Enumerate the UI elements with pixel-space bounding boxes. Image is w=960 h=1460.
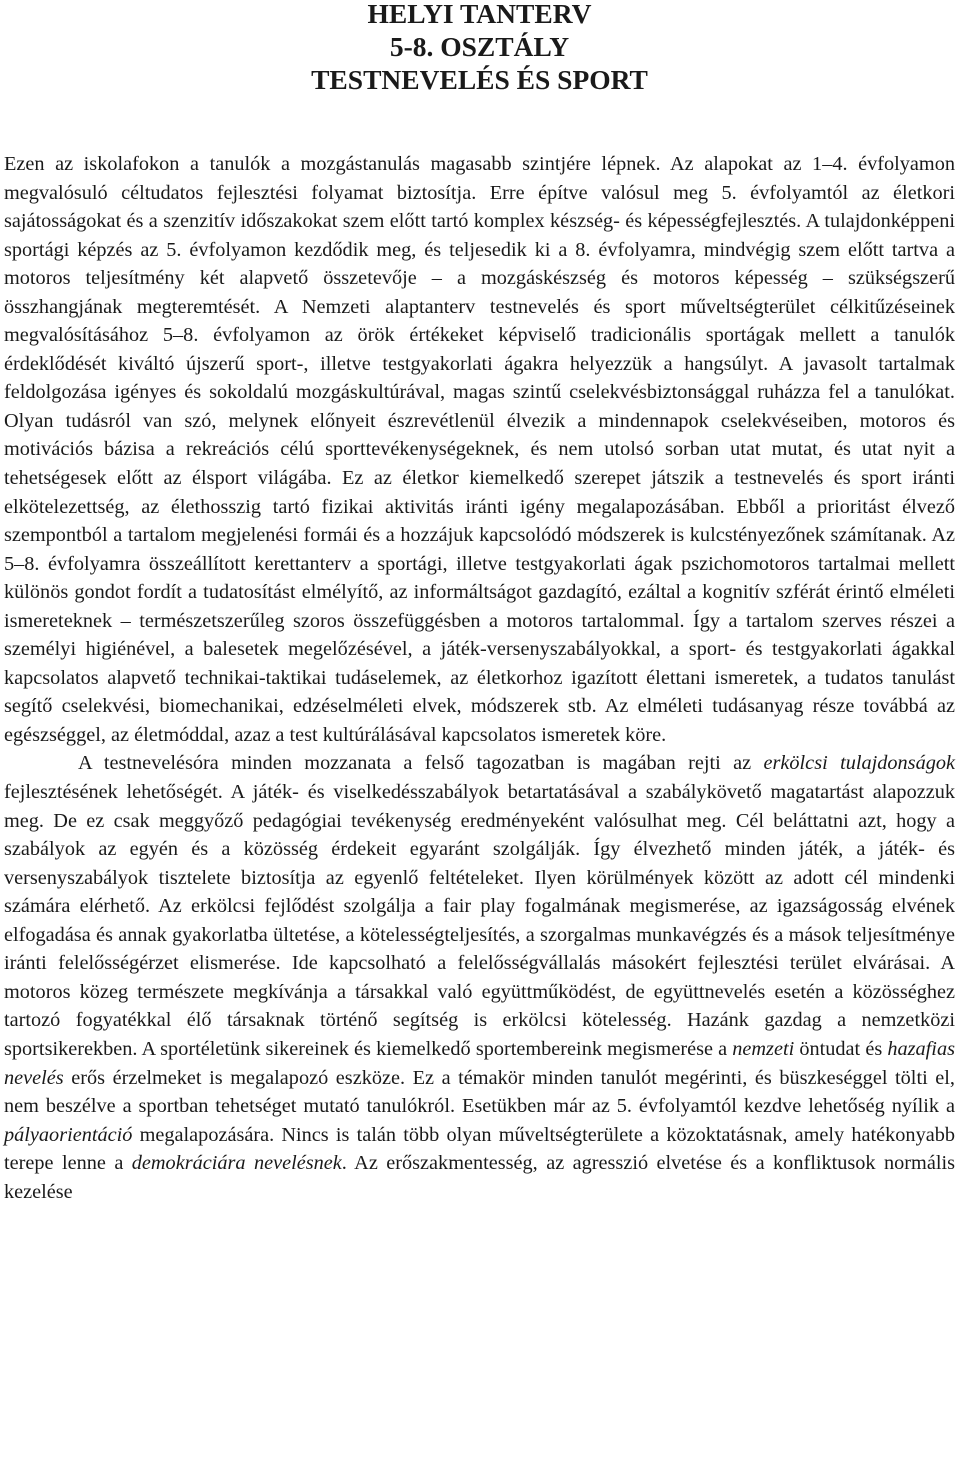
document-title xyxy=(4,0,955,96)
paragraph-text: erős érzelmeket is megalapozó eszköze. Ez a témakör minden tanulót megérinti, és büszkeséggel tölti el, nem beszélve a sportban tehetséget mutató tanulókról. Esetükben már az 5. évfolyamtól kezdve lehetőség nyílik a xyxy=(4,1066,955,1118)
emphasis-career-orientation: pályaorientáció xyxy=(4,1123,133,1146)
paragraph-text: megalapozására. Nincs is talán több olyan műveltségterülete a közoktatásnak, amely hatékonyabb terepe lenne a xyxy=(4,1123,955,1175)
paragraph-text: A testnevelésóra minden mozzanata a felső tagozatban is magában rejti az xyxy=(78,752,764,775)
title-line-3: TESTNEVELÉS ÉS SPORT xyxy=(311,64,648,95)
emphasis-national: nemzeti xyxy=(732,1037,795,1060)
title-line-2: 5-8. OSZTÁLY xyxy=(389,31,570,62)
paragraph-text: . Az erőszakmentesség, az agresszió elvetése és a konfliktusok normális kezelése xyxy=(4,1152,955,1203)
paragraph-moral-development xyxy=(4,749,955,1206)
emphasis-democracy-education: demokráciára nevelésnek xyxy=(131,1152,342,1175)
emphasis-moral-qualities: erkölcsi tulajdonságok xyxy=(763,752,955,775)
paragraph-intro: Ezen az iskolafokon a tanulók a mozgástanulás magasabb szintjére lépnek. Az alapokat az 1–4. évfolyamon megvalósuló céltudatos fejlesztési folyamat biztosítja. Erre építve valósul meg 5. évfolyamtól az életkori sajátosságokat és a szenzitív időszakokat szem előtt tartó komplex készség- és képességfejlesztés. A tulajdonképpeni sportági képzés az 5. évfolyamon kezdődik meg, és teljesedik ki a 8. évfolyamra, mindvégig szem előtt tartva a motoros teljesítmény két alapvető összetevője – a mozgáskészség és motoros képesség – szükségszerű összhangjának megteremtését. A Nemzeti alaptanterv testnevelés és sport műveltségterület célkitűzéseinek megvalósításához 5–8. évfolyamon az örök értékeket képviselő tradicionális sportágak mellett a tanulók érdeklődését kiváltó újszerű sport-, illetve testgyakorlati ágakra helyezzük a hangsúlyt. A javasolt tartalmak feldolgozása igényes és sokoldalú mozgáskultúrával, magas szintű cselekvésbiztonsággal ruházza fel a tanulókat. Olyan tudásról van szó, melynek előnyeit észrevétlenül élvezik a mindennapok cselekvéseiben, motoros és motivációs bázisa a rekreációs célú sporttevékenységeknek, és nem utolsó sorban utat mutat, és utat nyit a tehetségesek előtt az élsport világába. Ez az életkor kiemelkedő szerepet játszik a testnevelés és sport iránti elkötelezettség, az élethosszig tartó fizikai aktivitás iránti igény megalapozásában. Ebből a prioritást élvező szempontból a tartalom megjelenési formái és a hozzájuk kapcsolódó módszerek is kulcstényezőnek számítanak. Az 5–8. évfolyamra összeállított kerettanterv a sportági, illetve testgyakorlati ágak pszichomotoros tartalmai mellett különös gondot fordít a tudatosítást elmélyítő, az informáltságot gazdagító, ezáltal a kognitív szférát érintő elméleti ismereteknek – természetszerűleg szoros összefüggésben a motoros tartalommal. Így a tartalom szerves részei a személyi higiénével, a balesetek megelőzésével, a játék-versenyszabályokkal, a sport- és testgyakorlati ágakkal kapcsolatos alapvető technikai-taktikai tudáselemek, az életkorhoz igazított élettani ismeretek, a tudatos tanulást segítő cselekvési, biomechanikai, edzéselméleti elvek, módszerek stb. Az elméleti tudásanyag része továbbá az egészséggel, az életmóddal, azaz a test kultúrálásával kapcsolatos ismeretek köre. xyxy=(4,153,955,746)
paragraph-text: öntudat és xyxy=(794,1037,888,1060)
title-line-1: HELYI TANTERV xyxy=(367,0,592,29)
emphasis-patriotic-education: hazafias nevelés xyxy=(4,1037,955,1089)
paragraph-text: fejlesztésének lehetőségét. A játék- és viselkedésszabályok betartatásával a szabálykövető magatartást alapozzuk meg. De ez csak meggyőző pedagógiai tevékenység eredményeként valósulhat meg. Cél beláttatni azt, hogy a szabályok az egyén és a közösség érdekeit egyaránt szolgálják. Így élvezhető minden játék, a játék- és versenyszabályok tisztelete biztosítja az egyenlő feltételeket. Ilyen körülmények között az adott cél mindenki számára elérhető. Az erkölcsi fejlődést szolgálja a fair play fogalmának megismerése, az igazságosság elvének elfogadása és annak gyakorlatba ültetése, a kötelességteljesítés, a szorgalmas munkavégzés és a mások teljesítménye iránti felelősségérzet elismerése. Ide kapcsolható a felelősségvállalás másokért fejlesztési terület elvárásai. A motoros közeg természete megkívánja a társakkal való együttműködést, de együttnevelés esetén a közösséghez tartozó fogyatékkal élő társaknak történő segítség is erkölcsi kötelesség. Hazánk gazdag a nemzetközi sportsikerekben. A sportéletünk sikereinek és kiemelkedő sportembereink megismerése a xyxy=(4,781,955,1060)
